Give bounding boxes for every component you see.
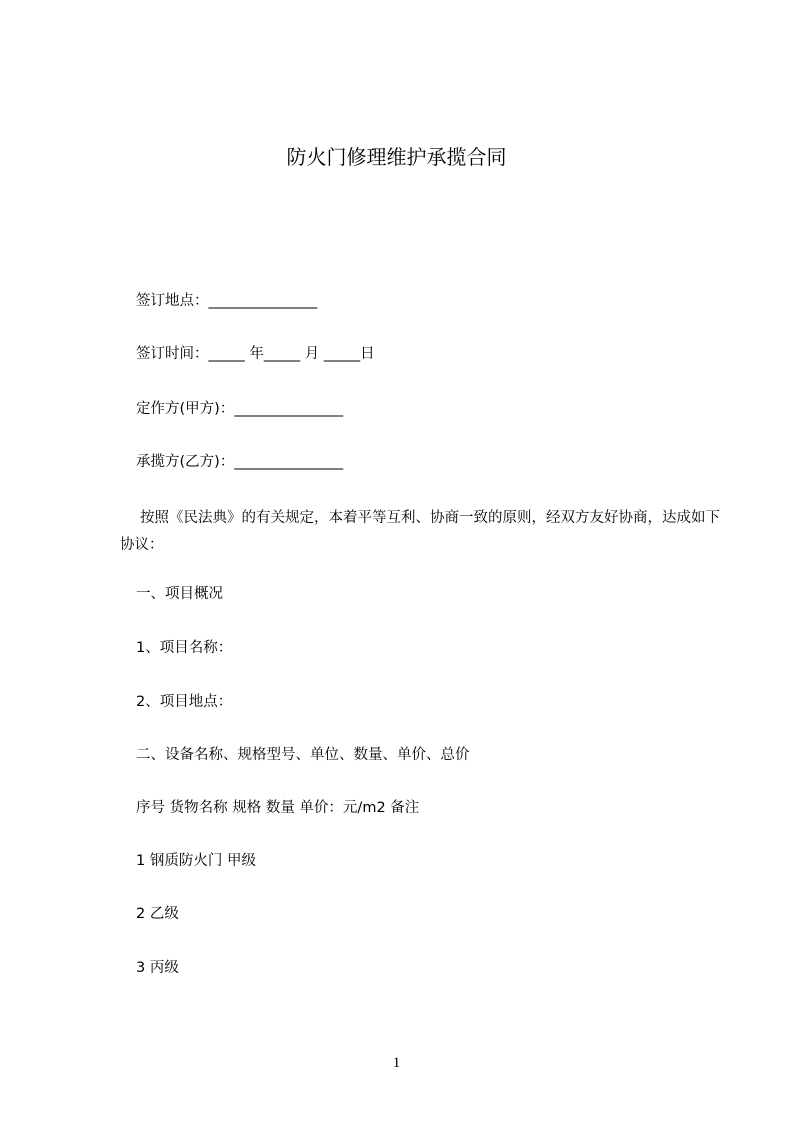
table-row: 1 钢质防火门 甲级 xyxy=(136,853,256,869)
party-a-field: 定作方(甲方)：_______________ xyxy=(136,401,344,417)
signing-time-field: 签订时间：_____ 年_____ 月 _____日 xyxy=(136,346,375,362)
table-header-line: 序号 货物名称 规格 数量 单价：元/m2 备注 xyxy=(136,800,420,816)
signing-place-field: 签订地点：_______________ xyxy=(136,293,318,309)
project-location-line: 2、项目地点： xyxy=(136,694,233,710)
document-title: 防火门修理维护承揽合同 xyxy=(286,145,507,169)
section-heading: 一、项目概况 xyxy=(136,586,223,602)
project-name-line: 1、项目名称： xyxy=(136,640,233,656)
intro-paragraph: 按照《民法典》的有关规定，本着平等互利、协商一致的原则，经双方友好协商，达成如下协议： xyxy=(120,510,720,553)
section-heading: 二、设备名称、规格型号、单位、数量、单价、总价 xyxy=(136,747,470,763)
page-number: 1 xyxy=(392,1055,401,1071)
table-row: 3 丙级 xyxy=(136,960,179,976)
party-b-field: 承揽方(乙方)：_______________ xyxy=(136,454,344,470)
table-row: 2 乙级 xyxy=(136,906,179,922)
